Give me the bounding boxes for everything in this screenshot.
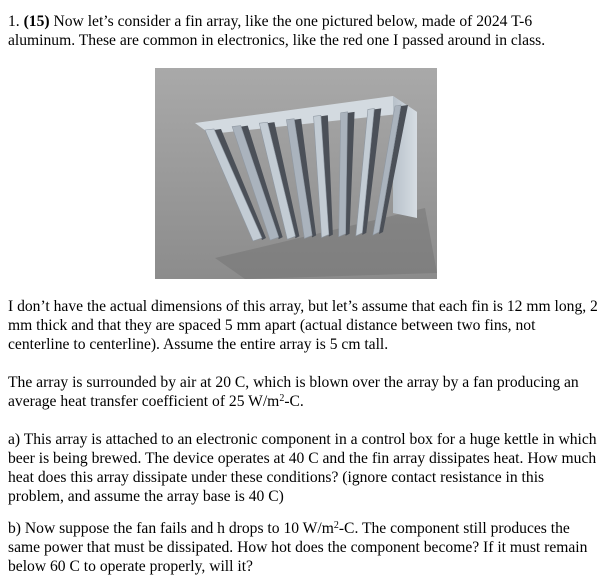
environment-exponent: 2 [279,393,285,404]
environment-text: The array is surrounded by air at 20 C, which is blown over the array by a fan producing an average heat transfer coefficient of 25 W/m [8,374,579,410]
part-b-exponent: 2 [333,520,339,531]
part-b-text-after: -C. The component still produces the same power that must be dissipated. How hot does the component become? If it must remain below 60 C to operate properly, will it? [8,520,588,575]
part-a-paragraph: a) This array is attached to an electronic component in a control box for a huge kettle in which beer is being brewed. The device operates at 40 C and the fin array dissipates heat. How much heat does this array dissipate under these conditions? (ignore contact resistance in this problem, and assume the array base is 40 C) [8,431,597,505]
environment-paragraph [8,373,598,411]
part-b-paragraph [8,519,598,576]
assumptions-paragraph: I don’t have the actual dimensions of this array, but let’s assume that each fin is 12 mm long, 2 mm thick and that they are spaced 5 mm apart (actual distance between two fins, not centerline to centerline). Assume the entire array is 5 cm tall. [8,298,598,353]
problem-intro [8,12,598,50]
problem-intro-text: Now let’s consider a fin array, like the one pictured below, made of 2024 T-6 aluminum. These are common in electronics, like the red one I passed around in class. [8,13,546,49]
fin-array-photo [155,68,437,279]
environment-suffix: -C. [284,393,304,410]
problem-points: (15) [23,13,50,30]
problem-number: 1. [8,13,20,30]
part-b-text-before: b) Now suppose the fan fails and h drops to 10 W/m [8,520,334,537]
